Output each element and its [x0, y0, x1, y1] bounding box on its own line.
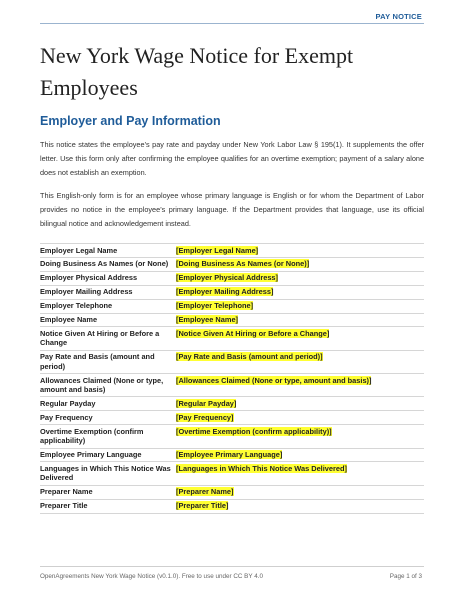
field-placeholder[interactable]: [Employer Mailing Address] — [176, 287, 274, 297]
field-placeholder[interactable]: [Allowances Claimed (None or type, amount and basis)] — [176, 375, 372, 385]
table-row — [40, 299, 424, 313]
table-row — [40, 425, 424, 448]
field-placeholder[interactable]: [Doing Business As Names (or None)] — [176, 259, 310, 269]
field-placeholder[interactable]: [Preparer Title] — [176, 501, 229, 511]
field-placeholder[interactable]: [Employer Legal Name] — [176, 245, 259, 255]
field-placeholder[interactable]: [Languages in Which This Notice Was Delivered] — [176, 463, 347, 473]
table-row — [40, 448, 424, 462]
table-row — [40, 374, 424, 397]
language-paragraph: This English-only form is for an employee whose primary language is English or for whom the Department of Labor provides no notice in the employee’s primary language. If the Department provides that language, use its official bilingual notice and acknowledgement instead. — [40, 191, 424, 229]
field-label: Pay Rate and Basis (amount and period) — [40, 350, 176, 373]
field-label: Preparer Title — [40, 499, 176, 513]
field-label: Employee Primary Language — [40, 448, 176, 462]
table-row — [40, 271, 424, 285]
field-placeholder[interactable]: [Employee Name] — [176, 315, 239, 325]
field-label: Employer Legal Name — [40, 244, 176, 258]
field-label: Regular Payday — [40, 397, 176, 411]
field-label: Notice Given At Hiring or Before a Change — [40, 327, 176, 350]
field-label: Preparer Name — [40, 485, 176, 499]
table-row — [40, 350, 424, 373]
intro-paragraph: This notice states the employee’s pay rate and payday under New York Labor Law § 195(1). It supplements the offer letter. Use this form only after confirming the employee qualifies for an overtime exemption; payment of a salary alone does not establish an exemption. — [40, 140, 424, 178]
field-placeholder[interactable]: [Regular Payday] — [176, 398, 237, 408]
field-label: Doing Business As Names (or None) — [40, 257, 176, 271]
field-placeholder[interactable]: [Employer Physical Address] — [176, 273, 278, 283]
document-title: New York Wage Notice for Exempt Employees — [40, 43, 354, 100]
table-row — [40, 313, 424, 327]
fields-table — [40, 243, 424, 514]
table-row — [40, 462, 424, 485]
table-row — [40, 397, 424, 411]
table-row — [40, 244, 424, 258]
field-label: Allowances Claimed (None or type, amount and basis) — [40, 374, 176, 397]
field-label: Overtime Exemption (confirm applicability) — [40, 425, 176, 448]
footer-divider — [40, 566, 424, 567]
field-placeholder[interactable]: [Employer Telephone] — [176, 301, 254, 311]
field-label: Employer Telephone — [40, 299, 176, 313]
field-placeholder[interactable]: [Notice Given At Hiring or Before a Change] — [176, 328, 330, 338]
field-placeholder[interactable]: [Preparer Name] — [176, 487, 234, 497]
header-divider — [40, 23, 424, 24]
footer-license: OpenAgreements New York Wage Notice (v0.1.0). Free to use under CC BY 4.0 — [40, 573, 263, 580]
table-row — [40, 285, 424, 299]
field-placeholder[interactable]: [Pay Rate and Basis (amount and period)] — [176, 352, 323, 362]
table-row — [40, 257, 424, 271]
table-row — [40, 411, 424, 425]
field-label: Languages in Which This Notice Was Delivered — [40, 462, 176, 485]
field-label: Employee Name — [40, 313, 176, 327]
field-placeholder[interactable]: [Pay Frequency] — [176, 412, 234, 422]
field-placeholder[interactable]: [Employee Primary Language] — [176, 450, 283, 459]
section-heading: Employer and Pay Information — [40, 114, 221, 128]
header-tag: PAY NOTICE — [375, 12, 422, 21]
field-placeholder[interactable]: [Overtime Exemption (confirm applicability)] — [176, 426, 332, 436]
table-row — [40, 499, 424, 513]
table-row — [40, 485, 424, 499]
field-label: Pay Frequency — [40, 411, 176, 425]
table-row — [40, 327, 424, 350]
field-label: Employer Mailing Address — [40, 285, 176, 299]
field-label: Employer Physical Address — [40, 271, 176, 285]
page-number: Page 1 of 3 — [389, 573, 422, 580]
